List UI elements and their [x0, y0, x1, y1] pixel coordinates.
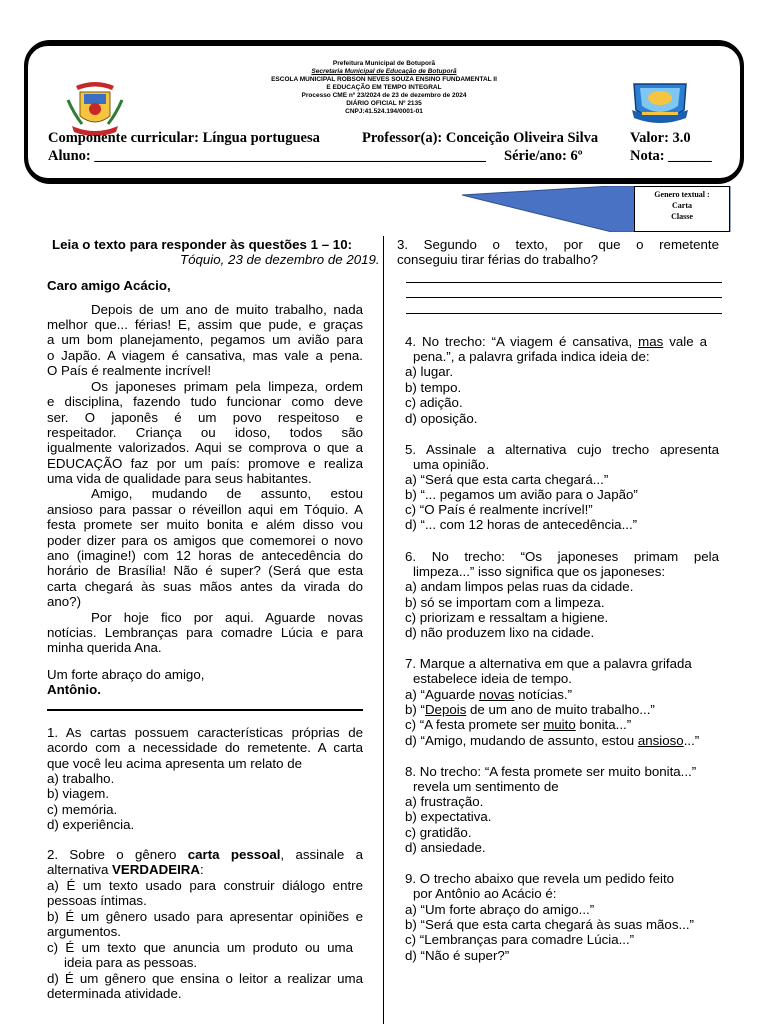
teacher-name: Professor(a): Conceição Oliveira Silva — [362, 130, 599, 146]
letter-line: Os japoneses primam pela limpeza, ordem — [91, 379, 363, 394]
q7-b-underlined: Depois — [424, 702, 467, 717]
letter-closing: Um forte abraço do amigo, — [47, 667, 205, 682]
q8-line: revela um sentimento de — [413, 779, 559, 794]
letter-line: o Japão. A viagem é cansativa, mas vale a pena. — [47, 348, 363, 363]
letter-line: Por hoje fico por aqui. Aguarde novas — [91, 610, 363, 625]
header-line-processo: Processo CME nº 23/2024 de 23 de dezembro de 2024 — [301, 92, 467, 99]
q8-option[interactable]: a) frustração. — [405, 794, 484, 809]
letter-line: notícias. Lembranças para comadre Lúcia e para — [47, 625, 363, 640]
letter-line: a um bom planejamento, pegamos um avião para — [47, 332, 363, 347]
q7-d-pre: d) “Amigo, mudando de assunto, estou — [405, 733, 638, 748]
q2-line1 — [47, 847, 363, 862]
q2-line2-prefix: alternativa — [47, 862, 113, 877]
q1-option[interactable]: c) memória. — [47, 802, 118, 817]
letter-line: ansioso para passar o réveillon aqui em Tóquio. A — [47, 502, 363, 517]
q4-option[interactable]: c) adição. — [405, 395, 463, 410]
letter-line: minha querida Ana. — [47, 640, 162, 655]
q7-option-b[interactable] — [405, 702, 655, 717]
q6-line: 6. No trecho: “Os japoneses primam pela — [405, 549, 719, 564]
q7-d-underlined: ansioso — [637, 733, 684, 748]
q8-option[interactable]: c) gratidão. — [405, 825, 472, 840]
letter-line: ano (imagine!) com 12 horas de antecedência do — [47, 548, 363, 563]
letter-line: melhor que... férias! E, assim que pude, e graças — [47, 317, 363, 332]
q2-suffix: , assinale a — [280, 847, 363, 862]
q2-option-cont: determinada atividade. — [47, 986, 182, 1001]
letter-signature: Antônio. — [47, 682, 101, 697]
letter-line: EDUCAÇÃO faz por um país: promove e realiza — [47, 456, 363, 471]
q7-a-pre: a) “Aguarde — [405, 687, 479, 702]
q2-line2 — [47, 862, 204, 877]
letter-line: e disciplina, fazendo tudo funcionar como deve — [47, 394, 363, 409]
q2-option[interactable]: b) É um gênero usado para apresentar opiniões e — [47, 909, 363, 924]
q2-option-cont: pessoas íntimas. — [47, 893, 147, 908]
q9-line: por Antônio ao Acácio é: — [413, 886, 557, 901]
q5-option[interactable]: d) “... com 12 horas de antecedência...” — [405, 517, 638, 532]
q2-line2-suffix: : — [199, 862, 204, 877]
q4-line2: pena.”, a palavra grifada indica ideia de: — [413, 349, 650, 364]
letter-line: igualmente valorizados. Aqui se comprova o que a — [47, 440, 363, 455]
q7-b-post: de um ano de muito trabalho...” — [466, 702, 655, 717]
letter-line: O País é realmente incrível! — [47, 363, 212, 378]
letter-line: Depois de um ano de muito trabalho, nada — [91, 302, 363, 317]
header-line-prefeitura: Prefeitura Municipal de Botuporã — [332, 60, 436, 67]
q9-option[interactable]: d) “Não é super?” — [405, 948, 510, 963]
q1-line: que você leu acima apresenta um relato de — [47, 756, 303, 771]
municipal-crest-icon — [64, 80, 126, 136]
letter-line: festa promete ser muito bonita e além disso vou — [47, 517, 363, 532]
q4-underlined-word: mas — [638, 334, 664, 349]
answer-line[interactable] — [406, 313, 722, 314]
answer-line[interactable] — [406, 282, 722, 283]
score-field[interactable]: Nota: ______ — [630, 148, 712, 164]
q4-line1 — [405, 334, 707, 349]
q2-option[interactable]: a) É um texto usado para construir diálogo entre — [47, 878, 363, 893]
letter-line: uma vida de qualidade para seus habitantes. — [47, 471, 312, 486]
q1-option[interactable]: b) viagem. — [47, 786, 110, 801]
header-line-diario: DIÁRIO OFICIAL Nº 2135 — [346, 100, 422, 107]
q1-option[interactable]: a) trabalho. — [47, 771, 115, 786]
q7-c-post: bonita...” — [575, 717, 632, 732]
q7-option-d[interactable] — [405, 733, 699, 748]
q7-d-post: ...” — [683, 733, 700, 748]
q7-line: 7. Marque a alternativa em que a palavra grifada — [405, 656, 692, 671]
q7-line: estabelece ideia de tempo. — [413, 671, 572, 686]
q7-c-pre: c) “A festa promete ser — [405, 717, 544, 732]
q5-option[interactable]: b) “... pegamos um avião para o Japão” — [405, 487, 638, 502]
letter-date: Tóquio, 23 de dezembro de 2019. — [180, 252, 380, 267]
q2-option[interactable]: d) É um gênero que ensina o leitor a realizar uma — [47, 971, 363, 986]
q7-a-underlined: novas — [478, 687, 515, 702]
genre-box-line2: Carta — [672, 201, 692, 210]
q2-bold: carta pessoal — [187, 847, 281, 862]
q7-c-underlined: muito — [543, 717, 576, 732]
q6-line: limpeza...” isso significa que os japoneses: — [413, 564, 666, 579]
q6-option[interactable]: c) priorizam e ressaltam a higiene. — [405, 610, 609, 625]
q5-option[interactable]: c) “O País é realmente incrível!” — [405, 502, 593, 517]
letter-line: poder dizer para os amigos que comemorei o novo — [47, 533, 363, 548]
q7-option-c[interactable] — [405, 717, 631, 732]
letter-line: respeitador. Criança ou idoso, todos são — [47, 425, 363, 440]
school-crest-icon — [628, 80, 692, 128]
q6-option[interactable]: d) não produzem lixo na cidade. — [405, 625, 595, 640]
q8-option[interactable]: d) ansiedade. — [405, 840, 486, 855]
letter-greeting: Caro amigo Acácio, — [47, 278, 171, 293]
q2-option-cont: argumentos. — [47, 924, 121, 939]
answer-line[interactable] — [406, 297, 722, 298]
letter-line: horário de Brasília! Não é super? (Será que esta — [47, 563, 363, 578]
q3-line: conseguiu tirar férias do trabalho? — [397, 252, 599, 267]
genre-box — [634, 186, 730, 232]
q1-line: acordo com a necessidade do remetente. A carta — [47, 740, 363, 755]
q5-option[interactable]: a) “Será que esta carta chegará...” — [405, 472, 609, 487]
q4-suffix: vale a — [663, 334, 707, 349]
q9-option[interactable]: b) “Será que esta carta chegará às suas mãos...” — [405, 917, 694, 932]
curricular-component: Componente curricular: Língua portuguesa — [48, 130, 320, 146]
q7-option-a[interactable] — [405, 687, 572, 702]
column-divider — [383, 236, 384, 1024]
q6-option[interactable]: b) só se importam com a limpeza. — [405, 595, 605, 610]
q5-line: uma opinião. — [413, 457, 490, 472]
q1-line: 1. As cartas possuem características próprias de — [47, 725, 363, 740]
header-line-school: ESCOLA MUNICIPAL ROBSON NEVES SOUZA ENSINO FUNDAMENTAL II — [271, 76, 497, 83]
q9-option[interactable]: a) “Um forte abraço do amigo...” — [405, 902, 595, 917]
q8-line: 8. No trecho: “A festa promete ser muito bonita...” — [405, 764, 697, 779]
q4-option[interactable]: b) tempo. — [405, 380, 462, 395]
q4-option[interactable]: a) lugar. — [405, 364, 454, 379]
header-line-integral: E EDUCAÇÃO EM TEMPO INTEGRAL — [326, 84, 442, 91]
q2-line2-bold: VERDADEIRA — [112, 862, 200, 877]
q4-prefix: 4. No trecho: “A viagem é cansativa, — [405, 334, 639, 349]
genre-box-line1: Genero textual : — [654, 190, 710, 199]
q2-option[interactable]: c) É um texto que anuncia um produto ou uma — [47, 940, 353, 955]
q2-prefix: 2. Sobre o gênero — [47, 847, 188, 862]
q9-option[interactable]: c) “Lembranças para comadre Lúcia...” — [405, 932, 635, 947]
q7-a-post: notícias.” — [514, 687, 573, 702]
letter-line: ano?) — [47, 594, 82, 609]
letter-line: ser. O japonês é um povo respeitoso e — [47, 410, 363, 425]
value-label: Valor: 3.0 — [630, 130, 691, 146]
q9-line: 9. O trecho abaixo que revela um pedido feito — [405, 871, 675, 886]
q1-option[interactable]: d) experiência. — [47, 817, 135, 832]
q5-line: 5. Assinale a alternativa cujo trecho apresenta — [405, 442, 719, 457]
letter-line: carta chegará às suas mãos antes da virada do — [47, 579, 363, 594]
q2-option-cont: ideia para as pessoas. — [64, 955, 198, 970]
header-line-secretaria: Secretaria Municipal de Educação de Botuporã — [311, 68, 457, 75]
letter-instruction: Leia o texto para responder às questões 1 – 10: — [52, 237, 353, 252]
q4-option[interactable]: d) oposição. — [405, 411, 478, 426]
student-field[interactable]: Aluno: ______________________________________________________ — [48, 148, 486, 164]
q8-option[interactable]: b) expectativa. — [405, 809, 492, 824]
genre-box-line3: Classe — [671, 212, 693, 221]
q7-b-pre: b) “ — [405, 702, 425, 717]
header-line-cnpj: CNPJ:41.524.194/0001-01 — [345, 108, 423, 115]
section-divider — [47, 709, 363, 711]
q6-option[interactable]: a) andam limpos pelas ruas da cidade. — [405, 579, 634, 594]
grade-label: Série/ano: 6º — [504, 148, 583, 164]
q3-line: 3. Segundo o texto, por que o remetente — [397, 237, 719, 252]
letter-line: Amigo, mudando de assunto, estou — [91, 486, 363, 501]
